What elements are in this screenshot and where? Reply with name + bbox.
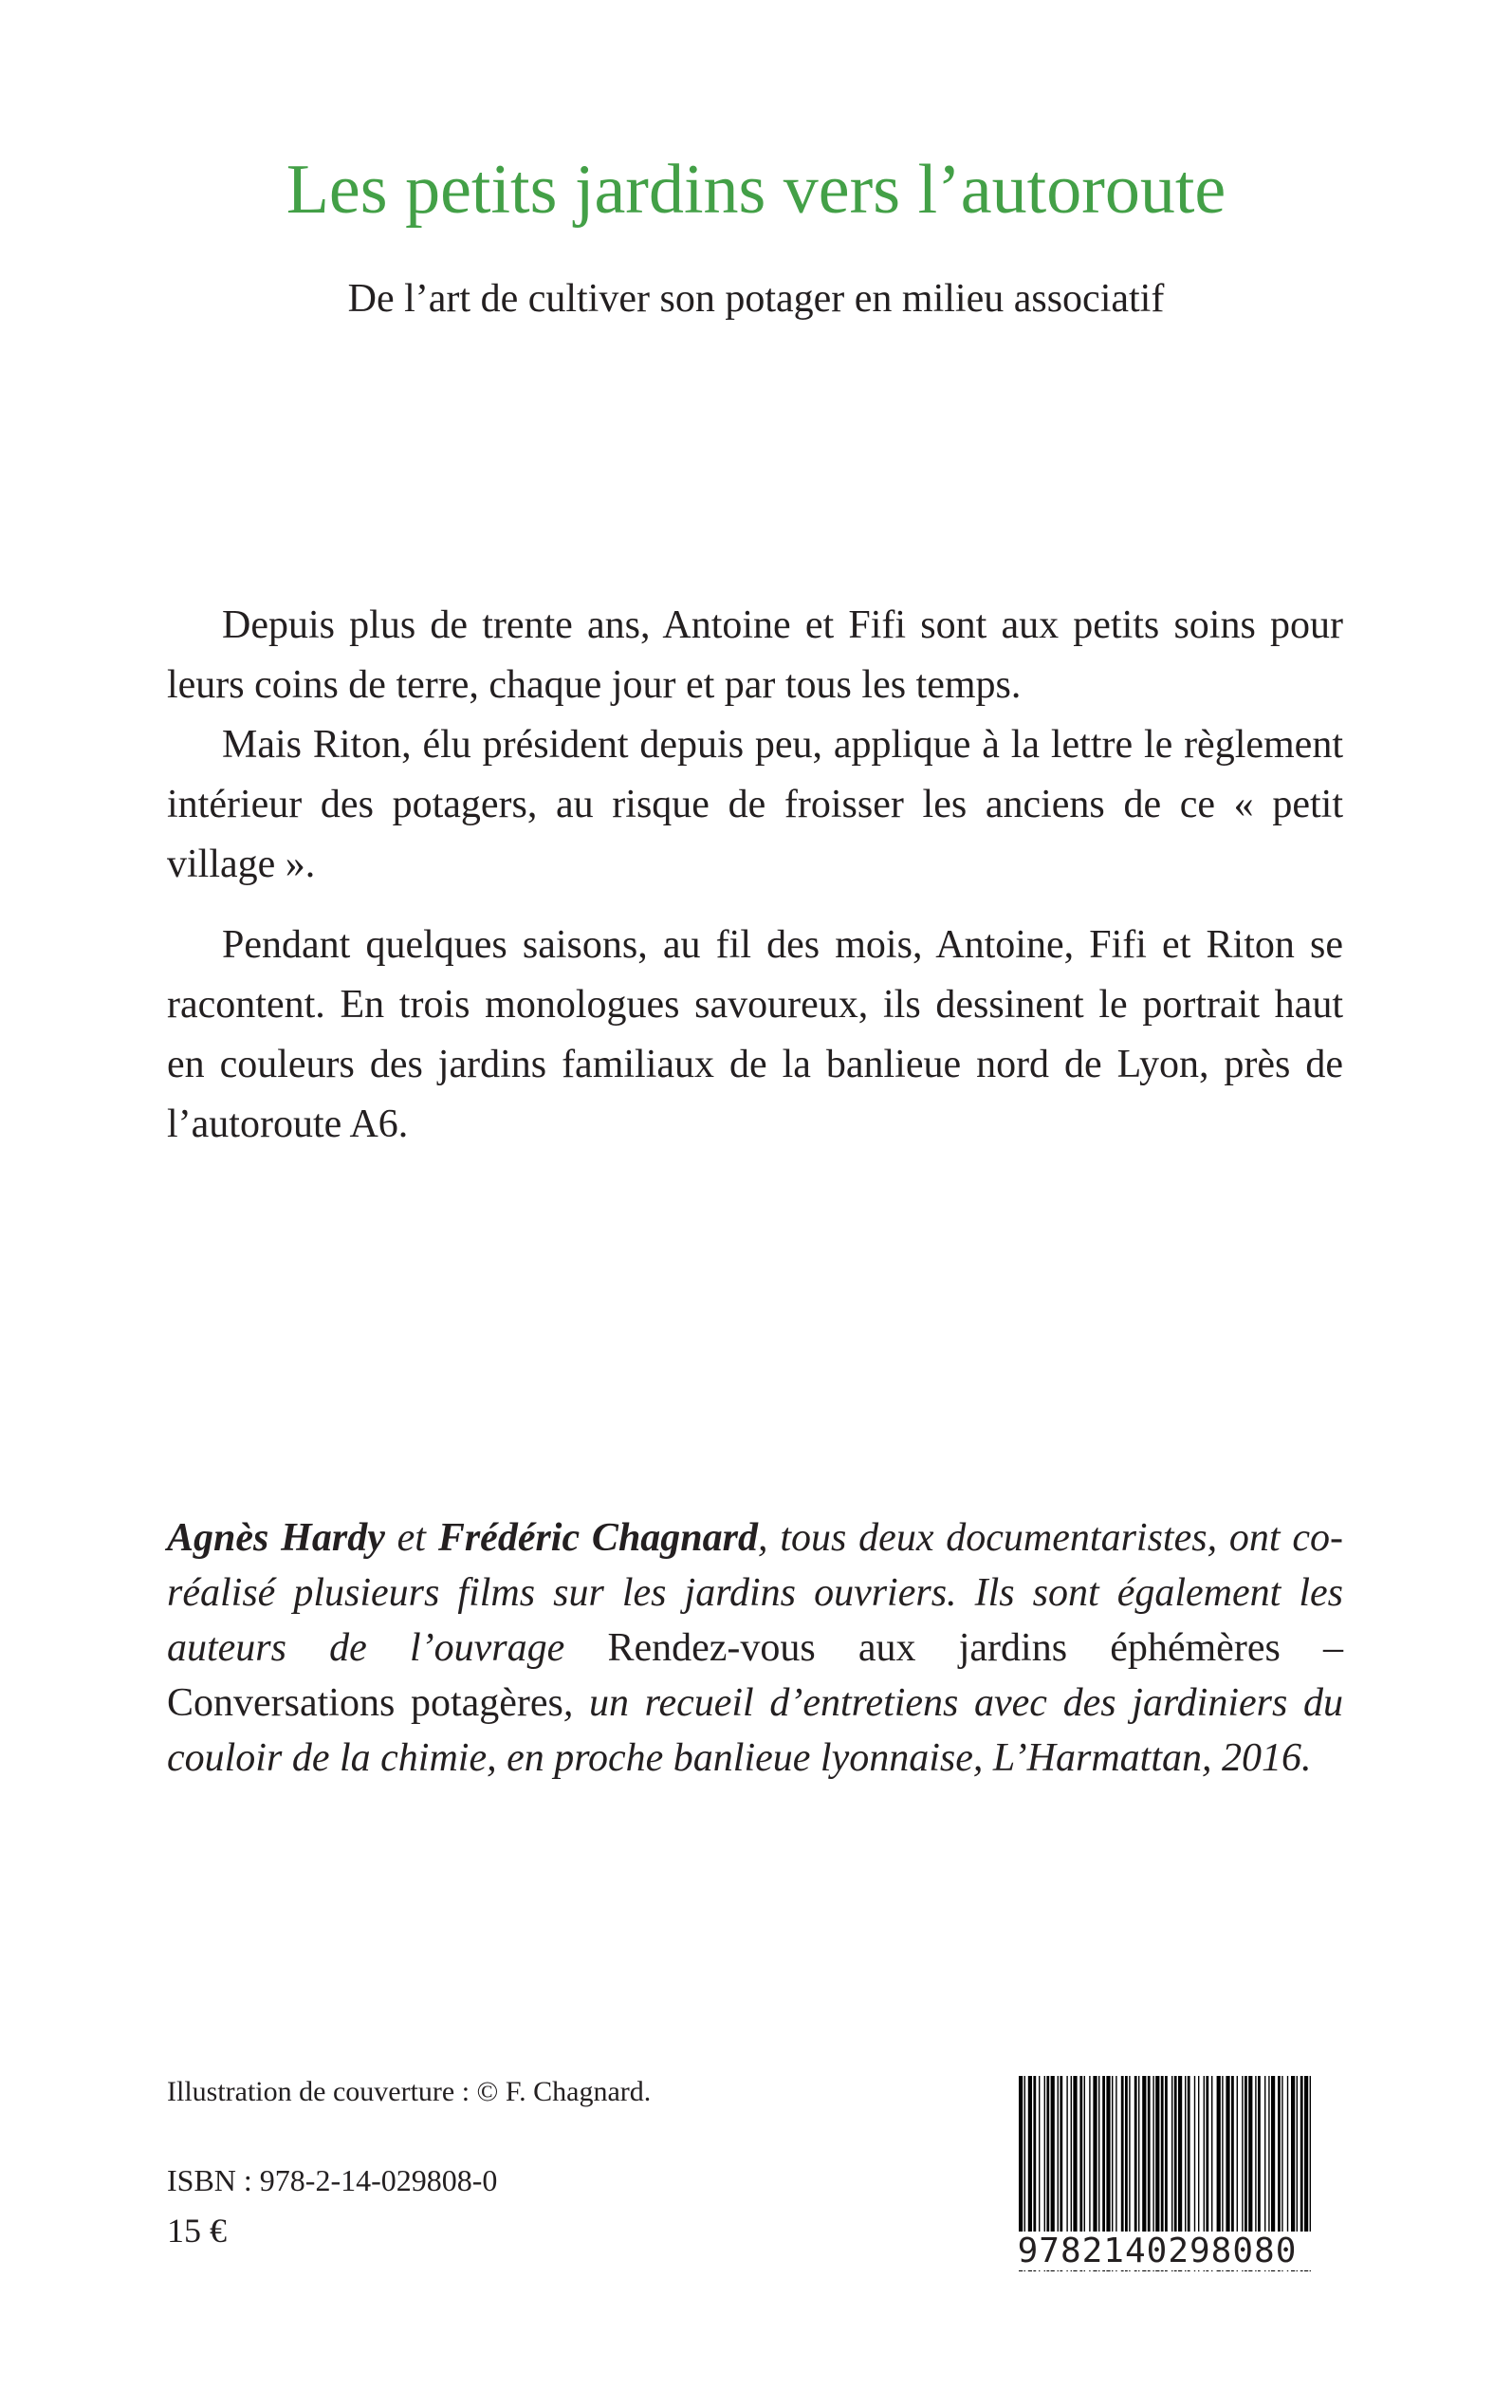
book-title: Les petits jardins vers l’autoroute <box>286 151 1226 229</box>
bio-connector: et <box>384 1516 438 1560</box>
isbn: ISBN : 978-2-14-029808-0 <box>167 2163 498 2197</box>
synopsis-paragraph: Mais Riton, élu président depuis peu, applique à la lettre le règlement intérieur des potagers, au risque de froisser les anciens de ce « petit village ». <box>167 723 1343 886</box>
synopsis <box>167 596 1343 1155</box>
author-name: Agnès Hardy <box>167 1516 385 1560</box>
referenced-book-title: Rendez-vous aux jardins éphémères – Conversations potagères <box>167 1626 1343 1725</box>
synopsis-paragraph: Depuis plus de trente ans, Antoine et Fifi sont aux petits soins pour leurs coins de terre, chaque jour et par tous les temps. <box>167 603 1343 707</box>
book-subtitle: De l’art de cultiver son potager en milieu associatif <box>347 277 1165 321</box>
barcode-digits: 9782140298080 <box>986 2232 1328 2270</box>
author-name: Frédéric Chagnard <box>437 1516 759 1560</box>
synopsis-paragraph: Pendant quelques saisons, au fil des mois, Antoine, Fifi et Riton se racontent. En trois monologues savoureux, ils dessinent le portrait haut en couleurs des jardins familiaux de la banlieue nord de Lyon, près de l’autoroute A6. <box>167 923 1343 1146</box>
bio-text: , tous deux documentaristes, ont co-réalisé plusieurs films sur les jardins ouvriers. Ils sont également les auteurs de l’ouvrage <box>167 1516 1344 1670</box>
bio-text: , un recueil d’entretiens avec des jardiniers du couloir de la chimie, en proche banlieue lyonnaise, L’Harmattan, 2016. <box>167 1681 1343 1780</box>
author-bio <box>167 1510 1343 1786</box>
price: 15 € <box>167 2212 227 2250</box>
cover-credit: Illustration de couverture : © F. Chagnard. <box>167 2076 652 2107</box>
